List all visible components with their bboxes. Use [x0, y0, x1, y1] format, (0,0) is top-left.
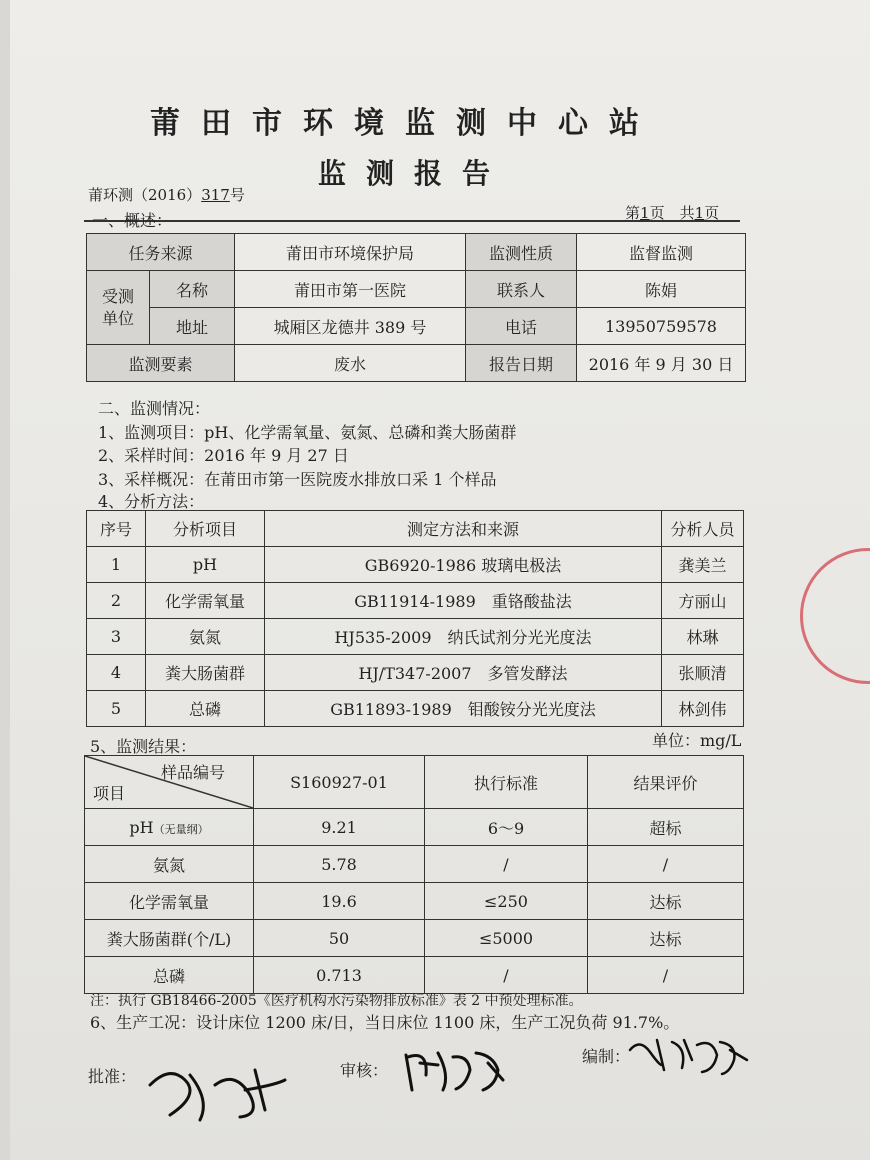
result-item: 氨氮 — [85, 846, 254, 883]
page-info: 第1页 共1页 — [625, 204, 720, 222]
item-production: 6、生产工况：设计床位 1200 床/日，当日床位 1100 床，生产工况负荷 91.7%。 — [90, 1013, 680, 1032]
address-label: 地址 — [150, 308, 235, 345]
method-header-item: 分析项目 — [146, 511, 265, 547]
review-label: 审核： — [340, 1061, 389, 1080]
table-row — [87, 691, 744, 727]
contact-value: 陈娟 — [577, 271, 746, 308]
element-value: 废水 — [235, 345, 466, 382]
method-item: pH — [146, 547, 265, 583]
method-source: GB11893-1989 钼酸铵分光光度法 — [265, 691, 662, 727]
task-source-value: 莆田市环境保护局 — [235, 234, 466, 271]
method-source: GB6920-1986 玻璃电极法 — [265, 547, 662, 583]
result-eval: 达标 — [588, 883, 744, 920]
item-results: 5、监测结果： — [90, 737, 197, 756]
task-source-label: 任务来源 — [87, 234, 235, 271]
result-std: / — [425, 957, 588, 994]
corner-sample-label: 样品编号 — [160, 763, 225, 782]
method-table — [86, 510, 744, 727]
name-value: 莆田市第一医院 — [235, 271, 466, 308]
table-row — [85, 883, 744, 920]
method-source: HJ/T347-2007 多管发酵法 — [265, 655, 662, 691]
method-no: 4 — [87, 655, 146, 691]
method-header-method: 测定方法和来源 — [265, 511, 662, 547]
unit-label: 受测单位 — [87, 271, 150, 345]
table-row — [87, 619, 744, 655]
result-std: ≤250 — [425, 883, 588, 920]
approve-signature — [140, 1055, 290, 1125]
method-analyst: 方丽山 — [662, 583, 744, 619]
result-value: 9.21 — [254, 809, 425, 846]
result-item: 总磷 — [85, 957, 254, 994]
corner-item-label: 项目 — [93, 784, 126, 803]
method-header-analyst: 分析人员 — [662, 511, 744, 547]
item-projects: 1、监测项目：pH、化学需氧量、氨氮、总磷和粪大肠菌群 — [98, 423, 517, 442]
method-source: HJ535-2009 纳氏试剂分光光度法 — [265, 619, 662, 655]
compile-label: 编制： — [582, 1047, 631, 1066]
standard-note: 注：执行 GB18466-2005《医疗机构水污染物排放标准》表 2 中预处理标准。 — [90, 993, 583, 1009]
result-std: 6～9 — [425, 809, 588, 846]
result-std: / — [425, 846, 588, 883]
date-value: 2016 年 9 月 30 日 — [577, 345, 746, 382]
date-label: 报告日期 — [466, 345, 577, 382]
table-row — [87, 583, 744, 619]
element-label: 监测要素 — [87, 345, 235, 382]
table-row — [85, 957, 744, 994]
section-situation: 二、监测情况： — [98, 399, 211, 418]
method-no: 1 — [87, 547, 146, 583]
nature-value: 监督监测 — [577, 234, 746, 271]
result-eval: 达标 — [588, 920, 744, 957]
method-analyst: 林剑伟 — [662, 691, 744, 727]
method-item: 总磷 — [146, 691, 265, 727]
result-table — [84, 755, 744, 994]
result-value: 50 — [254, 920, 425, 957]
item-analysis-method: 4、分析方法： — [98, 492, 205, 511]
name-label: 名称 — [150, 271, 235, 308]
method-analyst: 张顺清 — [662, 655, 744, 691]
method-source: GB11914-1989 重铬酸盐法 — [265, 583, 662, 619]
review-signature — [398, 1045, 518, 1095]
result-value: 5.78 — [254, 846, 425, 883]
overview-table — [86, 233, 746, 382]
header-rule — [84, 220, 740, 222]
method-no: 2 — [87, 583, 146, 619]
table-row — [87, 547, 744, 583]
sample-id: S160927-01 — [254, 756, 425, 809]
phone-value: 13950759578 — [577, 308, 746, 345]
table-row — [85, 809, 744, 846]
table-row — [85, 846, 744, 883]
table-row — [85, 920, 744, 957]
method-analyst: 龚美兰 — [662, 547, 744, 583]
document-number: 莆环测（2016）317号 — [88, 186, 245, 204]
item-sampling-overview: 3、采样概况：在莆田市第一医院废水排放口采 1 个样品 — [98, 470, 497, 489]
result-item: 化学需氧量 — [85, 883, 254, 920]
result-item: 粪大肠菌群(个/L) — [85, 920, 254, 957]
compile-signature — [622, 1030, 752, 1080]
approve-label: 批准： — [88, 1067, 137, 1086]
method-analyst: 林琳 — [662, 619, 744, 655]
result-std: ≤5000 — [425, 920, 588, 957]
method-item: 化学需氧量 — [146, 583, 265, 619]
method-item: 粪大肠菌群 — [146, 655, 265, 691]
contact-label: 联系人 — [466, 271, 577, 308]
report-title: 监测报告 — [318, 157, 511, 190]
diagonal-header — [85, 756, 253, 808]
method-no: 3 — [87, 619, 146, 655]
eval-header: 结果评价 — [588, 756, 744, 809]
item-sampling-time: 2、采样时间：2016 年 9 月 27 日 — [98, 446, 349, 465]
section-overview: 一、概述： — [92, 211, 173, 230]
report-org-title: 莆田市环境监测中心站 — [150, 106, 660, 141]
result-item: pH（无量纲） — [85, 809, 254, 846]
result-value: 19.6 — [254, 883, 425, 920]
method-item: 氨氮 — [146, 619, 265, 655]
nature-label: 监测性质 — [466, 234, 577, 271]
unit-label-mgl: 单位：mg/L — [652, 731, 742, 750]
result-eval: / — [588, 846, 744, 883]
phone-label: 电话 — [466, 308, 577, 345]
result-corner-cell — [85, 756, 254, 809]
method-no: 5 — [87, 691, 146, 727]
result-eval: / — [588, 957, 744, 994]
std-header: 执行标准 — [425, 756, 588, 809]
method-header-no: 序号 — [87, 511, 146, 547]
address-value: 城厢区龙德井 389 号 — [235, 308, 466, 345]
result-value: 0.713 — [254, 957, 425, 994]
result-eval: 超标 — [588, 809, 744, 846]
table-row — [87, 655, 744, 691]
